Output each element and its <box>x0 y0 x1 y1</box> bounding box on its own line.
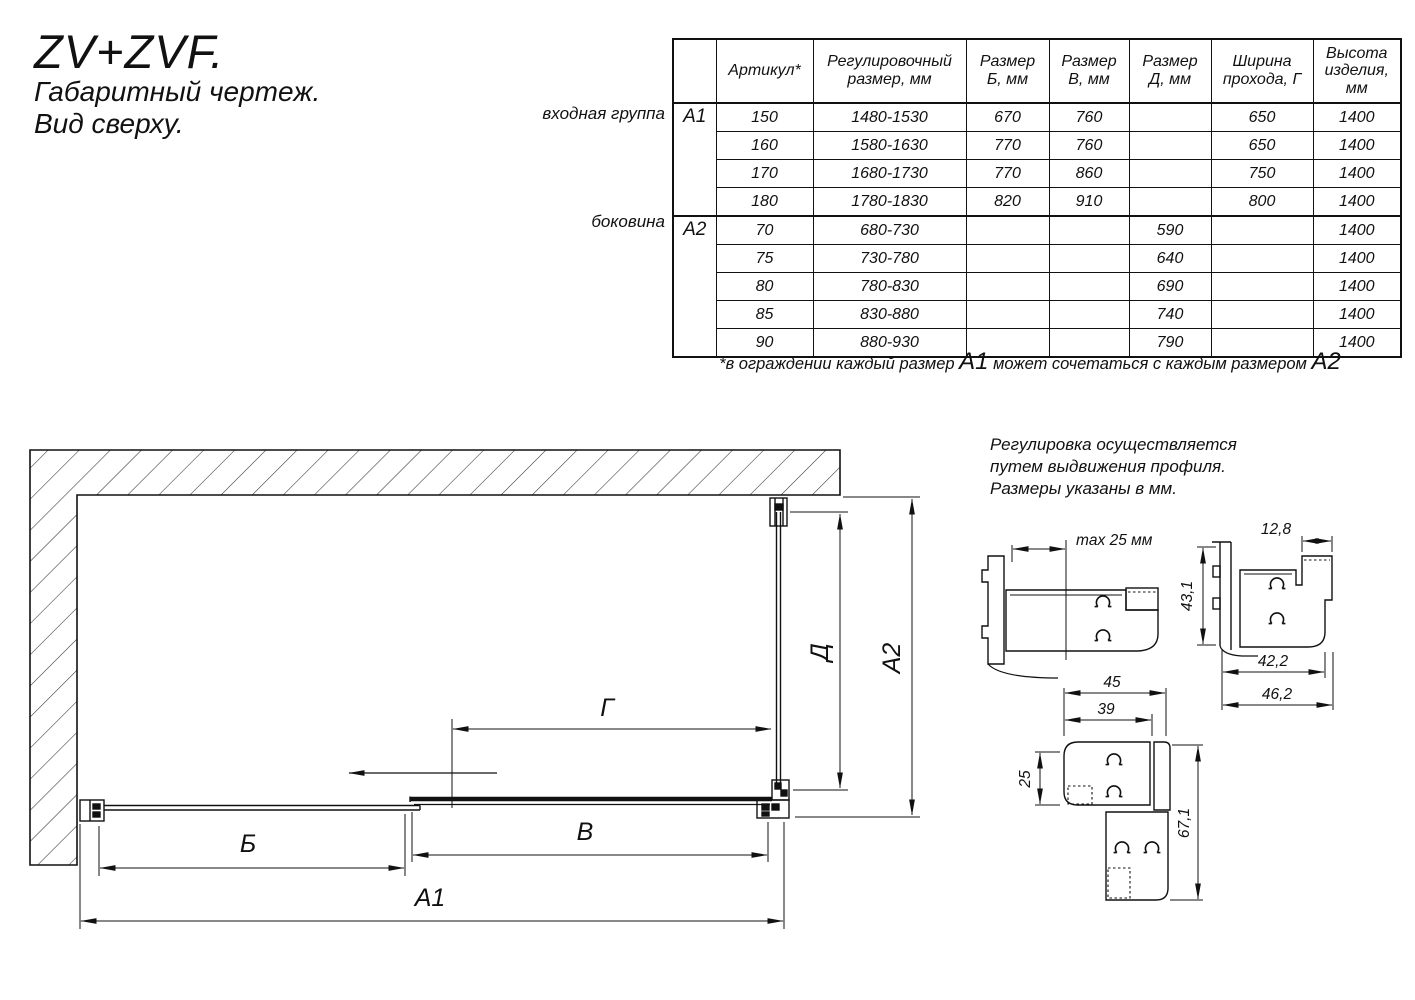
wall-hatched <box>30 450 840 865</box>
table-cell: 760 <box>1049 132 1129 160</box>
table-cell: 170 <box>716 160 813 188</box>
table-cell: 70 <box>716 216 813 245</box>
detail-label-45: 45 <box>1103 674 1121 691</box>
table-cell: 1400 <box>1313 245 1401 273</box>
table-cell: 690 <box>1129 273 1211 301</box>
table-cell: 780-830 <box>813 273 966 301</box>
dimension-v <box>412 812 768 862</box>
sliding-door <box>410 797 772 805</box>
detail-label-671: 67,1 <box>1176 807 1193 839</box>
table-cell: 1400 <box>1313 329 1401 358</box>
side-panel <box>770 498 787 786</box>
fixed-panel <box>80 800 420 821</box>
footnote-a2: А2 <box>1311 348 1341 375</box>
table-cell: 860 <box>1049 160 1129 188</box>
group-label-side: боковина <box>591 212 665 231</box>
table-cell: 740 <box>1129 301 1211 329</box>
detail-label-25: 25 <box>1017 770 1034 788</box>
group-label-entrance: входная группа <box>542 104 665 123</box>
table-cell: 730-780 <box>813 245 966 273</box>
table-cell: 80 <box>716 273 813 301</box>
note-line: Размеры указаны в мм. <box>990 479 1177 498</box>
dim-label-d: Д <box>806 643 834 661</box>
dim-label-a1: А1 <box>414 884 446 912</box>
table-cell: 880-930 <box>813 329 966 358</box>
detail-wall-profile <box>982 532 1158 678</box>
table-cell: 1480-1530 <box>813 103 966 132</box>
table-cell: 1400 <box>1313 273 1401 301</box>
table-cell: 1780-1830 <box>813 188 966 217</box>
detail-label-431: 43,1 <box>1179 580 1196 612</box>
table-cell: 160 <box>716 132 813 160</box>
table-cell: 1400 <box>1313 160 1401 188</box>
table-cell: 180 <box>716 188 813 217</box>
table-cell: 1580-1630 <box>813 132 966 160</box>
detail-corner-profile <box>1017 674 1203 900</box>
view-title: Вид сверху. <box>34 108 184 139</box>
dim-label-v: В <box>576 818 594 846</box>
footnote-a1: А1 <box>959 348 989 375</box>
column-header: Размер Д, мм <box>1129 39 1211 103</box>
table-cell: 1680-1730 <box>813 160 966 188</box>
table-cell: 1400 <box>1313 103 1401 132</box>
table-cell: 590 <box>1129 216 1211 245</box>
footnote-text: *в ограждении каждый размер <box>719 355 960 373</box>
dim-label-g: Г <box>600 694 614 722</box>
column-header: Регулировочный размер, мм <box>813 39 966 103</box>
detail-label-39: 39 <box>1097 701 1115 718</box>
table-cell: 1400 <box>1313 132 1401 160</box>
table-cell: 910 <box>1049 188 1129 217</box>
table-cell: 670 <box>966 103 1049 132</box>
dim-label-b: Б <box>239 830 257 858</box>
dimension-g <box>452 694 771 808</box>
table-cell: 1400 <box>1313 216 1401 245</box>
table-cell: 640 <box>1129 245 1211 273</box>
column-header: Размер В, мм <box>1049 39 1129 103</box>
note-line: Регулировка осуществляется <box>990 435 1237 454</box>
table-cell: 750 <box>1211 160 1313 188</box>
drawing-type-title: Габаритный чертеж. <box>34 76 321 107</box>
note-line: путем выдвижения профиля. <box>990 457 1226 476</box>
dimension-a1 <box>80 822 784 929</box>
detail-label-128: 12,8 <box>1260 521 1292 538</box>
table-cell: 820 <box>966 188 1049 217</box>
column-header: Артикул* <box>716 39 813 103</box>
table-cell: 75 <box>716 245 813 273</box>
column-header: Высота изделия, мм <box>1313 39 1401 103</box>
table-cell: 1400 <box>1313 301 1401 329</box>
table-cell: 85 <box>716 301 813 329</box>
detail-label-max25: max 25 мм <box>1076 532 1153 549</box>
table-cell: 650 <box>1211 103 1313 132</box>
table-cell: 680-730 <box>813 216 966 245</box>
table-cell: 1400 <box>1313 188 1401 217</box>
table-cell: 770 <box>966 132 1049 160</box>
detail-label-462: 46,2 <box>1261 686 1293 703</box>
detail-label-422: 42,2 <box>1257 653 1289 670</box>
column-header: Размер Б, мм <box>966 39 1049 103</box>
group-code: А2 <box>673 216 716 357</box>
dimension-b <box>99 814 405 876</box>
table-cell: 800 <box>1211 188 1313 217</box>
group-code: А1 <box>673 103 716 216</box>
column-header: Ширина прохода, Г <box>1211 39 1313 103</box>
table-cell: 830-880 <box>813 301 966 329</box>
dimension-d <box>790 512 848 790</box>
table-cell: 790 <box>1129 329 1211 358</box>
table-cell: 760 <box>1049 103 1129 132</box>
dim-label-a2: А2 <box>878 642 906 674</box>
table-cell: 90 <box>716 329 813 358</box>
detail-profile-46 <box>1179 521 1333 710</box>
table-cell: 650 <box>1211 132 1313 160</box>
table-cell: 770 <box>966 160 1049 188</box>
model-title: ZV+ZVF. <box>34 25 225 78</box>
table-cell: 150 <box>716 103 813 132</box>
footnote-text2: может сочетаться с каждым размером <box>988 355 1312 373</box>
